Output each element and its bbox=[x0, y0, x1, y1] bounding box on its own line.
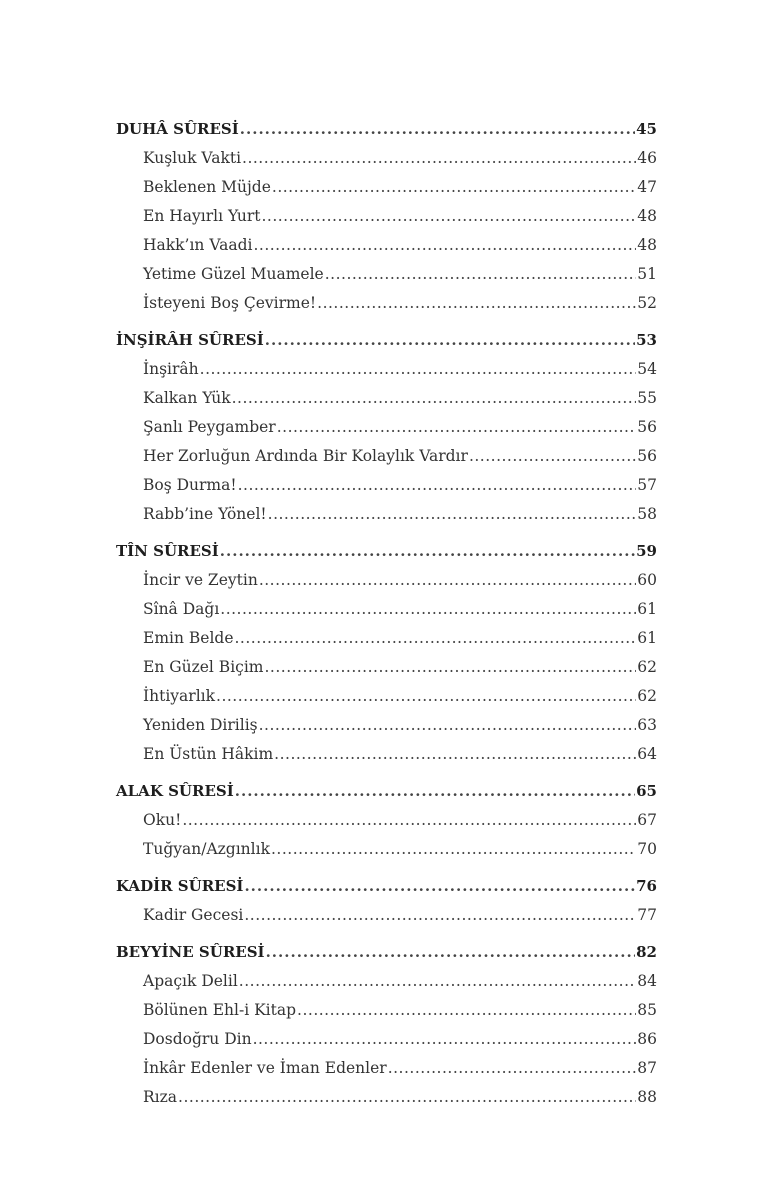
toc-entry[interactable] bbox=[116, 901, 657, 930]
page-number: 47 bbox=[637, 178, 657, 196]
dot-leader bbox=[238, 471, 637, 500]
page-number: 62 bbox=[637, 658, 657, 676]
page-number: 51 bbox=[637, 265, 657, 283]
page-number: 88 bbox=[637, 1088, 657, 1106]
page-number: 86 bbox=[637, 1030, 657, 1048]
toc-entry[interactable] bbox=[116, 500, 657, 529]
toc-entry[interactable] bbox=[116, 740, 657, 769]
toc-entry[interactable] bbox=[116, 144, 657, 173]
section-heading[interactable] bbox=[116, 326, 657, 355]
entry-title: Emin Belde bbox=[143, 629, 234, 647]
entry-title: En Üstün Hâkim bbox=[143, 745, 274, 763]
toc-entry[interactable] bbox=[116, 1025, 657, 1054]
dot-leader bbox=[235, 777, 635, 806]
page-number: 56 bbox=[637, 418, 657, 436]
dot-leader bbox=[200, 355, 637, 384]
page-number: 60 bbox=[637, 571, 657, 589]
toc-entry[interactable] bbox=[116, 442, 657, 471]
dot-leader bbox=[232, 384, 637, 413]
toc-entry[interactable] bbox=[116, 682, 657, 711]
table-of-contents bbox=[116, 115, 657, 1120]
entry-title: Oku! bbox=[143, 811, 182, 829]
section-heading[interactable] bbox=[116, 872, 657, 901]
dot-leader bbox=[265, 653, 637, 682]
toc-section bbox=[116, 326, 657, 529]
toc-entry[interactable] bbox=[116, 1083, 657, 1112]
dot-leader bbox=[259, 711, 637, 740]
toc-entry[interactable] bbox=[116, 289, 657, 318]
entry-title: Kuşluk Vakti bbox=[143, 149, 242, 167]
entry-title: İncir ve Zeytin bbox=[143, 571, 258, 589]
entry-title: TÎN SÛRESİ bbox=[116, 542, 219, 560]
entry-title: Kalkan Yük bbox=[143, 389, 231, 407]
page-number: 63 bbox=[637, 716, 657, 734]
entry-title: Her Zorluğun Ardında Bir Kolaylık Vardır bbox=[143, 447, 468, 465]
dot-leader bbox=[220, 537, 635, 566]
toc-entry[interactable] bbox=[116, 384, 657, 413]
dot-leader bbox=[244, 901, 636, 930]
dot-leader bbox=[235, 624, 637, 653]
dot-leader bbox=[242, 144, 636, 173]
page-number: 76 bbox=[636, 877, 657, 895]
entry-title: Rabb’ine Yönel! bbox=[143, 505, 267, 523]
page-number: 48 bbox=[637, 236, 657, 254]
entry-title: Yetime Güzel Muamele bbox=[143, 265, 324, 283]
entry-title: Tuğyan/Azgınlık bbox=[143, 840, 270, 858]
toc-section bbox=[116, 115, 657, 318]
dot-leader bbox=[268, 500, 637, 529]
entry-title: Dosdoğru Din bbox=[143, 1030, 252, 1048]
toc-entry[interactable] bbox=[116, 471, 657, 500]
entry-title: Sînâ Dağı bbox=[143, 600, 220, 618]
entry-title: En Hayırlı Yurt bbox=[143, 207, 261, 225]
toc-entry[interactable] bbox=[116, 595, 657, 624]
section-heading[interactable] bbox=[116, 115, 657, 144]
page-number: 65 bbox=[636, 782, 657, 800]
dot-leader bbox=[182, 806, 636, 835]
entry-title: KADİR SÛRESİ bbox=[116, 877, 244, 895]
toc-section bbox=[116, 938, 657, 1112]
dot-leader bbox=[317, 289, 636, 318]
toc-entry[interactable] bbox=[116, 996, 657, 1025]
page-number: 70 bbox=[637, 840, 657, 858]
entry-title: Boş Durma! bbox=[143, 476, 237, 494]
dot-leader bbox=[274, 740, 636, 769]
toc-entry[interactable] bbox=[116, 711, 657, 740]
dot-leader bbox=[272, 173, 636, 202]
page-number: 56 bbox=[637, 447, 657, 465]
page-number: 48 bbox=[637, 207, 657, 225]
page-number: 77 bbox=[637, 906, 657, 924]
section-heading[interactable] bbox=[116, 938, 657, 967]
page-number: 64 bbox=[637, 745, 657, 763]
dot-leader bbox=[253, 1025, 637, 1054]
dot-leader bbox=[266, 938, 636, 967]
toc-entry[interactable] bbox=[116, 173, 657, 202]
toc-entry[interactable] bbox=[116, 624, 657, 653]
dot-leader bbox=[240, 115, 635, 144]
page-number: 53 bbox=[636, 331, 657, 349]
dot-leader bbox=[239, 967, 636, 996]
entry-title: İNŞİRÂH SÛRESİ bbox=[116, 331, 264, 349]
entry-title: Bölünen Ehl-i Kitap bbox=[143, 1001, 297, 1019]
page-number: 55 bbox=[637, 389, 657, 407]
dot-leader bbox=[216, 682, 636, 711]
toc-entry[interactable] bbox=[116, 231, 657, 260]
dot-leader bbox=[244, 872, 635, 901]
entry-title: Yeniden Diriliş bbox=[143, 716, 258, 734]
entry-title: Hakk’ın Vaadi bbox=[143, 236, 253, 254]
section-heading[interactable] bbox=[116, 537, 657, 566]
toc-section bbox=[116, 777, 657, 864]
page-number: 45 bbox=[636, 120, 657, 138]
toc-entry[interactable] bbox=[116, 413, 657, 442]
entry-title: DUHÂ SÛRESİ bbox=[116, 120, 239, 138]
page-number: 52 bbox=[637, 294, 657, 312]
entry-title: Rıza bbox=[143, 1088, 178, 1106]
page-number: 61 bbox=[637, 629, 657, 647]
toc-entry[interactable] bbox=[116, 260, 657, 289]
dot-leader bbox=[271, 835, 636, 864]
page-number: 87 bbox=[637, 1059, 657, 1077]
toc-entry[interactable] bbox=[116, 806, 657, 835]
page-number: 85 bbox=[637, 1001, 657, 1019]
toc-entry[interactable] bbox=[116, 967, 657, 996]
page-number: 54 bbox=[637, 360, 657, 378]
dot-leader bbox=[297, 996, 636, 1025]
toc-entry[interactable] bbox=[116, 835, 657, 864]
entry-title: İnşirâh bbox=[143, 360, 199, 378]
entry-title: ALAK SÛRESİ bbox=[116, 782, 234, 800]
section-heading[interactable] bbox=[116, 777, 657, 806]
page-number: 46 bbox=[637, 149, 657, 167]
page-number: 58 bbox=[637, 505, 657, 523]
entry-title: BEYYİNE SÛRESİ bbox=[116, 943, 265, 961]
dot-leader bbox=[388, 1054, 637, 1083]
dot-leader bbox=[220, 595, 636, 624]
page-number: 67 bbox=[637, 811, 657, 829]
toc-entry[interactable] bbox=[116, 202, 657, 231]
page-number: 61 bbox=[637, 600, 657, 618]
toc-entry[interactable] bbox=[116, 1054, 657, 1083]
page-number: 62 bbox=[637, 687, 657, 705]
toc-entry[interactable] bbox=[116, 355, 657, 384]
dot-leader bbox=[469, 442, 636, 471]
entry-title: Şanlı Peygamber bbox=[143, 418, 276, 436]
dot-leader bbox=[259, 566, 636, 595]
entry-title: En Güzel Biçim bbox=[143, 658, 264, 676]
dot-leader bbox=[277, 413, 637, 442]
dot-leader bbox=[253, 231, 636, 260]
entry-title: İhtiyarlık bbox=[143, 687, 216, 705]
toc-entry[interactable] bbox=[116, 566, 657, 595]
page-number: 82 bbox=[636, 943, 657, 961]
entry-title: Kadir Gecesi bbox=[143, 906, 244, 924]
page-number: 84 bbox=[637, 972, 657, 990]
dot-leader bbox=[265, 326, 635, 355]
dot-leader bbox=[325, 260, 637, 289]
page-number: 59 bbox=[636, 542, 657, 560]
dot-leader bbox=[261, 202, 636, 231]
page-number: 57 bbox=[637, 476, 657, 494]
toc-section bbox=[116, 537, 657, 769]
toc-section bbox=[116, 872, 657, 930]
entry-title: İsteyeni Boş Çevirme! bbox=[143, 294, 317, 312]
toc-entry[interactable] bbox=[116, 653, 657, 682]
entry-title: İnkâr Edenler ve İman Edenler bbox=[143, 1059, 387, 1077]
dot-leader bbox=[178, 1083, 636, 1112]
entry-title: Beklenen Müjde bbox=[143, 178, 271, 196]
entry-title: Apaçık Delil bbox=[143, 972, 238, 990]
